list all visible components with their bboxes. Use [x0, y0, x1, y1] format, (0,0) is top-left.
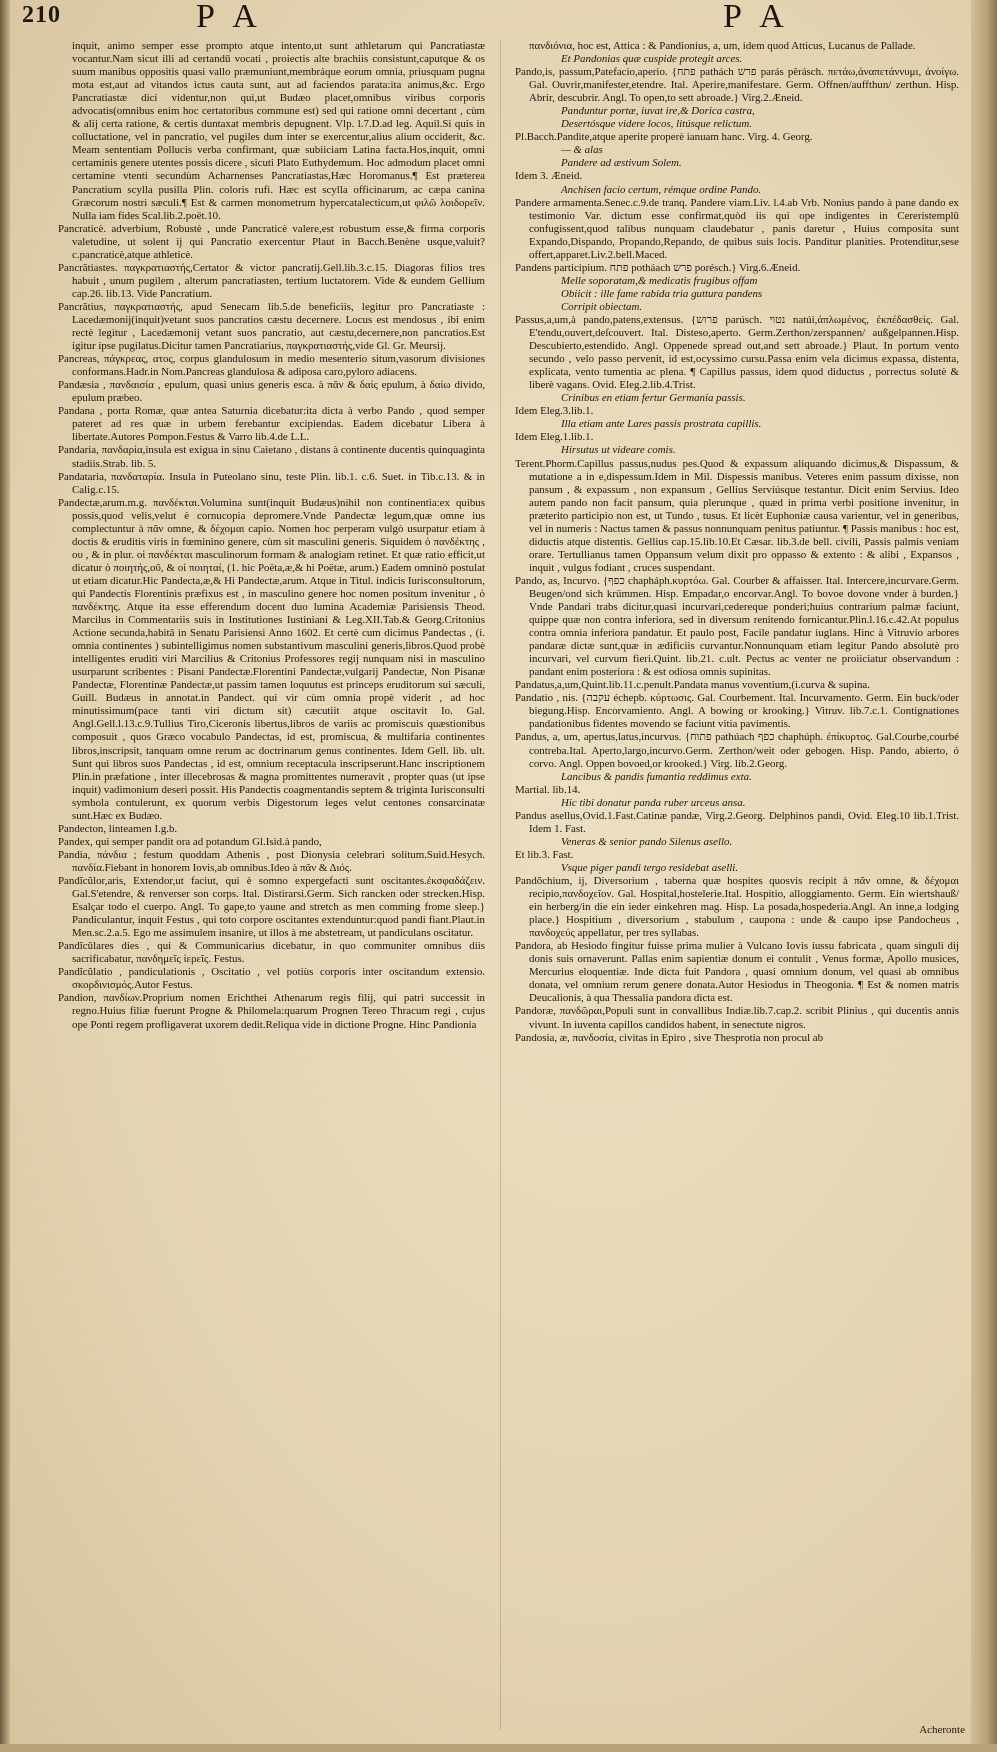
dictionary-entry: Pandens participium. פתח potháach פרש porésch.} Virg.6.Æneid.: [515, 261, 801, 274]
dictionary-entry: Pandæsia , πανδαισία , epulum, quasi unius generis esca. à πᾶν & δαὶς epulum, à δαίω divido, epulum præbeo.: [58, 379, 485, 405]
dictionary-entry: Pandosia, æ, πανδοσία, civitas in Epiro , sive Thesprotia non procul ab: [515, 1031, 824, 1044]
dictionary-entry: Et lib.3. Fast.: [515, 848, 574, 861]
verse-quote: Pandere ad æstivum Solem.: [561, 157, 682, 170]
dictionary-entry: Pancrătius, παγκρατιαστής, apud Senecam lib.5.de beneficiis, legitur pro Pancratiaste : Lacedæmonij(inquit)vetant suos pancratios cæstu decernere. Locus est mendosus , ibi enim rectè legitur , Lacedæmonij vetant suos pancratio, aut cæstu,decernere,non pancratios.Est igitur ipse pugilatus.Dicitur tamen Pancratiarius, παγκρατιαστής,vide Gl. Gr. Meursij.: [58, 300, 485, 353]
binding-edge: [0, 0, 10, 1752]
verse-quote: Illa etiam ante Lares passis prostrata capillis.: [561, 418, 762, 431]
dictionary-entry: Pandex, qui semper pandit ora ad potandum Gl.Isid.à pando,: [58, 835, 322, 848]
page-number: 210: [22, 2, 61, 28]
left-column: [58, 40, 485, 1730]
dictionary-entry: Terent.Phorm.Capillus passus,nudus pes.Quod & expassum aliquando dicimus,& Dispassum, & mutatione a in e,dispessum.Idem in Mil. Dispessis manibus. Veteres enim passum dixisse, non pansum , & expassum , non expansum , Gellius Serviúsque testantur. Dicit enim Servius. Ideo autem pando non facit pansum, quia plerunque , quæd in prima verbi positione invenitur, in præterito participio non est, ut Tundo , tusus. Et licèt Euphoniæ causa varientur, vel in generibus, vel in numeris : Nactus tamen & passus nonnunquam penitus patiuntur. ¶ Passis manibus : hoc est, diductis atque distentis. Gellius cap.15.lib.10.Et Cæsar. lib.3.de bell. civili, Passis palmis veniam orare. Tertullianus tamen Oppansum velum dixit pro oppasso & extento : & alibi , Expansos , inquit , vulgus fodiant , cruces suspendant.: [515, 457, 959, 574]
dictionary-entry: Pandĭcŭlares dies , qui & Communicarius dicebatur, in quo communiter omnibus diis sacrificabatur, πανδημεῖς ἱερεῖς. Festus.: [58, 940, 485, 966]
verse-quote: Hirsutus ut videare comis.: [561, 444, 676, 457]
dictionary-entry: Pandĭcŭlor,aris, Extendor,ut faciut, qui è somno expergefacti sunt oscitantes.ἐκσφαδάζειν. Gal.S'etendre, & renverser son corps. Ital. Distirarsi.Germ. Sich rancken oder strecken.Hisp. Esalçar todo el cuerpo. Angl. To gape,to yaune and stretch as men comming frome sleep.} Pandiculantur, inquit Festus , qui toto corpore oscitantes extenduntur:quod pandi fiant.Plaut.in Men.sc.2.a.5. Ego me assimulem insanire, ut illos à me abstetream, ut pandiculans oscitatur.: [58, 875, 485, 940]
dictionary-entry: Idem Eleg.1.lib.1.: [515, 431, 594, 444]
verse-quote: Et Pandonias quæ cuspide protegit arces.: [561, 53, 743, 66]
entry-continuation: inquit, animo semper esse prompto atque intento,ut sunt athletarum qui Pancratiastæ vocantur.Nam sicut illi ad certandū vocati , proiectis alte brachiis consistunt,caputque & os suum manibus oppositis quasi vallo præmuniunt,membráque eorum omnia, priusquam pugna mota est,aut ad vitandos ictus cauta sunt, aut ad faciendos parata:ita animus,&c. Ergo Pancratiastæ dici videntur,non qui,ut Budæo placet,omnibus viribus corporis advocatis(omnibus enim hoc certatoribus commune est) sed qui ratione omni decertant , cùm & alij certa ratione, & certis duntaxat membris depugnent. Vlp. l.7.D.ad leg. Aquil.Si quis in colluctatione, vel in pancratio, vel pugiles dum inter se exercentur,alius alium occiderit, &c. Meam sententiam Pollucis verba confirmant, quæ subiiciam Latina facta.Hos,inquit, omni certaminis genere utentes possis dicere , sicuti Plato Euthydemum. Hoc admodum placet omni certamine vtenti secundùm Acharnenses Pancratiastas,Hæc Horomanus.¶ Est præterea Pancratium scylla pusilla Plin. coloris rufi. Hæc est scylla officinarum, ac cæpa canina Græcorum nostri sæculi.¶ Est & carmen monometrum hypercatalecticum,ut φιλῶ λοιδορεῖν. Nulla iam fides Scal.lib.2.poët.10.: [72, 40, 485, 222]
dictionary-entry: Pandoræ, πανδῶραι,Populi sunt in convallibus Indiæ.lib.7.cap.2. scribit Plinius , qui ducentis annis vivunt. In iuventa capillos candidos habent, in senectute nigros.: [515, 1005, 959, 1031]
dictionary-entry: Pancrătiastes. παγκρατιαστής,Certator & victor pancratij.Gell.lib.3.c.15. Diagoras filios tres habuit , unum pugilem , alterum pancratiasten, tertium luctatorem. Vide & eundem Gellium cap.26. lib.13. Vide Pancratium.: [58, 261, 485, 300]
verse-quote: Melle soporatam,& medicatis frugibus offam: [561, 274, 758, 287]
dictionary-entry: Pancreas, πάγκρεας, ατος, corpus glandulosum in medio mesenterio situm,vasorum divisiones conformans.Hadr.in Nom.Pancreas glandulosa & adiposa caro,pyloro adiacens.: [58, 353, 485, 379]
dictionary-entry: Pandere armamenta.Senec.c.9.de tranq. Pandere viam.Liv. l.4.ab Vrb. Nonius pando à pane dando ex testimonio Var. dictum esse confirmat,quòd iis qui ope indigentes in Cereristemplū confugissent,quod talibus nunquam claudebatur , panis daretur , Huius composita sunt Expando,Dispando, Propando,Repando, de quibus suis locis. Panditur planities. Protenditur,sese offert,apparet.Liv.2.bell.Maced.: [515, 196, 959, 261]
page-edge-shadow: [971, 0, 997, 1752]
dictionary-entry: Pandataria, πανδαταρία. Insula in Puteolano sinu, teste Plin. lib.1. c.6. Suet. in Tib.c.13. & in Calig.c.15.: [58, 470, 485, 496]
dictionary-entry: Pl.Bacch.Pandite,atque aperite properè ianuam hanc. Virg. 4. Georg.: [515, 131, 813, 144]
dictionary-entry: Pandora, ab Hesiodo fingitur fuisse prima mulier à Vulcano Iovis iussu fabricata , quam singuli dij donis suis ornaverunt. Pallas enim sapientiæ donum ei contulit , Venus formæ, Apollo musices, Mercurius eloquentiæ. Inde dicta fuit Pandora , quasi omnium donum, vel quasi ab omnibus donata, vel omnium rerum genere donata.Autor Hesiodus in Theogonia. ¶ Est & nomen matris Deucalionis, à qua Thessalia pandora dicta est.: [515, 940, 959, 1005]
verse-quote: Panduntur portæ, iuvat ire,& Dorica castra,: [561, 105, 755, 118]
verse-quote: Desertósque videre locos, litúsque relictum.: [561, 118, 752, 131]
dictionary-entry: Idem Eleg.3.lib.1.: [515, 405, 594, 418]
dictionary-entry: Pandecton, linteamen I.g.b.: [58, 822, 178, 835]
verse-quote: — & alas: [561, 144, 603, 157]
verse-quote: Corripit obiectam.: [561, 300, 643, 313]
dictionary-entry: Pandana , porta Romæ, quæ antea Saturnia dicebatur:ita dicta à verbo Pando , quod semper pateret ad res quæ in urbem ferebantur excipiendas. Eadem dicebatur Libera à libertate.Autores Pompon.Festus & Varro lib.4.de L.L.: [58, 405, 485, 444]
dictionary-entry: Pando, as, Incurvo. {כפף chapháph.κυρτόω. Gal. Courber & affaisser. Ital. Intercere,incurvare.Germ. Beugen/ond sich krümmen. Hisp. Empadar,o encorvar.Angl. To bovoe dovone vnder à burden.} Vnde Pandari trabs dicitur,quasi incurvari,cedereque ponderi;huius contrarium palmæ faciunt, quippe quæ non contra inferiora, sed in diversum renitendo fornicantur.Plin.l.16.c.42.At populus contra omnia inferiora pandatur. Et paulo post, Facile pandatur iuglans. Hinc à Vitruvio arbores pandaræ dictæ sunt,quæ in ædificiis curvantur.Nonnunquam etiam legitur Pando absolutè pro incurvari, vel curvum fieri.Quint. lib.21. c.ult. Pectus ac venter ne proiiciatur observandum : pandant enim posteriora : & est odiosa omnis supinitas.: [515, 574, 959, 679]
dictionary-entry: Pandus, a, um, apertus,latus,incurvus. {פתוח pathúach כפף chaphúph. ἐπίκυρτος. Gal.Courbe,courbé contreba.Ital. Aperto,largo,incurvo.Germ. Zerthon/weit oder gebogen. Hisp. Pando, abierto, ó corvo. Angl. Oppen bovoed,or krooked.} Virg. lib.2.Georg.: [515, 731, 959, 770]
catchword: Acheronte: [919, 1724, 965, 1736]
dictionary-entry: Pandus asellus,Ovid.1.Fast.Catinæ pandæ, Virg.2.Georg. Delphinos pandi, Ovid. Eleg.10 lib.1.Trist. Idem 1. Fast.: [515, 809, 959, 835]
column-divider: [500, 40, 501, 1730]
verse-quote: Lancibus & pandis fumantia reddimus exta.: [561, 770, 752, 783]
dictionary-entry: Pandectæ,arum.m.g. πανδέκται.Volumina sunt(inquit Budæus)nihil non continentia:ex quibus possis,quod velis,velut è cornucopia depromere.Vnde Pandectæ legum,quæ omne ius complectuntur à πᾶν omne, & δέχομαι capio. Nomen hoc perperam vulgò usurpatur etiam à doctis & eruditis viris in fœminino genere, cùm sit masculini generis. Siquidem ὁ πανδέκτης , ου , & in plur. οἱ πανδέκται masculinorum formam & analogiam retinet. Et quæ ratio efficit,ut dicatur ὁ ποιητής,οῦ, & οἱ ποιηταί, (1. hic Poëta,æ,& hi Poëtæ, arum.) Eadem omninò postulat ut etiam dicatur.Hic Pandecta,æ,& Hi Pandectæ,arum. Atque in Titul. indicis Iurisconsultorum, qui Pandectis Florentinis præfixus est , in masculino genere hoc nomen positum invenitur , ὁ πανδέκτης. Atque ita esse efferendum docent duo lumina Academiæ Parisiensis Theod. Marcilus in Commentariis suis in Institutiones Iustiniani & Leg.XII.Tab.& Georg.Critonius Actione secunda,habitâ in Senatu Parisiensi Anno 1602. Et certè cum dicimus Pandectas , (i. omnia continentes ) subintelligimus nomen substantivum masculini generis,libros.Quod probè intelligentes eruditi viri Marcilius & Critonius Professores regij nunquam nisi in masculino usurparunt scribentes : Pisani Pandectæ.Florentini Pandectæ,vulgarij Pandectæ, Non Pisanæ Pandectæ, Florentinæ Pandectæ,ut passim tamen loquutus est princeps eruditorum sui sæculi, Guill. Budæus in annotat.in Pandect. qui vir cùm omnia propè viderit , ad hoc minutissimum(pace tanti viri dictum sit) cæcutiit atque oscitavit Io. Gal. Angl.Gell.l.13.c.9.Tullius Tiro,Ciceronis libertus,libros de variis ac promiscuis quæstionibus composuit , quos Græco vocabulo Pandectas, id est, promiscua, & multifaria continentes libros,inscripsit, tanquam omne rerum ac doctrinarum genus continentes. Idem Gell. lib. ult. Sunt qui libros suos Pandectas , id est, omnium receptacula inscripserunt.Hanc inscriptionem Plin.in præfatione , inter illecebrosas & magna promittentes numeravit , propter quas (ut ipse inquit) vadimonium deseri possit. His Pandectis coagmentandis septem & triginta Iurisconsulti symbola contulerunt, ex quorum verbis Digestorum leges velut centones consarcinatæ sunt.Hæc ex Budæo.: [58, 496, 485, 822]
entry-continuation: πανδιόνια, hoc est, Attica : & Pandionius, a, um, idem quod Atticus, Lucanus de Pallade.: [529, 40, 916, 52]
verse-quote: Anchisen facio certum, rémque ordine Pando.: [561, 183, 762, 196]
right-column: [515, 40, 959, 1740]
verse-quote: Veneras & senior pando Silenus asello.: [561, 835, 733, 848]
dictionary-entry: Pandaria, πανδαρία,insula est exigua in sinu Caietano , distans à continente ducentis quinquaginta stadiis.Strab. lib. 5.: [58, 444, 485, 470]
page-bottom-edge: [0, 1744, 997, 1752]
verse-quote: Vsque piger pandi tergo residebat aselli.: [561, 861, 739, 874]
dictionary-entry: Pandia, πάνδια ; festum quoddam Athenis , post Dionysia celebrari solitum.Suid.Hesych. πανδία.Fiebant in honorem Iovis,ab omnibus.Ideo à πᾶν & Διός.: [58, 848, 485, 874]
dictionary-entry: Pandĭcŭlatio , pandiculationis , Oscitatio , vel potiùs corporis inter oscitandum extensio. σκορδινισμός.Autor Festus.: [58, 966, 485, 992]
running-head-left: P A: [196, 0, 263, 35]
dictionary-entry: Idem 3. Æneid.: [515, 170, 583, 183]
dictionary-entry: Pando,is, passum,Patefacio,aperio. {פתח pathách פרש parás pêrásch. πετάω,ἀναπετάννυμι, ἀνοίγω. Gal. Ouvrir,manifester,etendre. Ital. Aperire,manifestare. Germ. Offnen/auffthun/ zerthun. Hisp. Abrir, descubrir. Angl. To open,to sett abroade.} Virg.2.Æneid.: [515, 66, 959, 105]
dictionary-entry: Pandatus,a,um,Quint.lib.11.c.penult.Pandata manus voventium,(i.curva & supina.: [515, 679, 870, 692]
dictionary-entry: Pandŏchium, ij, Diversorium , taberna quæ hospites quosvis recipit à πᾶν omne, & δέχομαι recipio,πανδοχεῖον. Gal. Hospital,hostelerie.Ital. Hospitio, alloggiamento. Germ. Ein wiertshauß/ ein herberg/in die ein ieder einkehren mag. Hisp. La posada,hospederia.Angl. An inne,a lodging place.} Hospitium , diversorium , stabulum , caupona : unde & caupo ipse Pandocheus , πανδοχεύς appellatur, per tres syllabas.: [515, 875, 959, 940]
dictionary-entry: Pandatio , nis. {עקבה échepb. κύρτωσις. Gal. Courbement. Ital. Incurvamento. Germ. Ein buck/oder biegung.Hisp. Encorvamiento. Angl. A bowing or krooking.} Vitruv. lib.7.c.1. Contignationes pandationibus fidentes movendo se faciunt vitia pavimentis.: [515, 692, 959, 731]
running-head-right: P A: [723, 0, 790, 35]
dictionary-entry: Pandion, πανδίων.Proprium nomen Erichthei Athenarum regis filij, qui patri successit in regno.Huius filiæ fuerunt Progne & Philomela:quarum Prognen Tereo Thracum regi , cujus ope Ponti regem profligaverat uxorem dedit.Reliqua vide in dictione Progne. Hinc Pandionia: [58, 992, 485, 1031]
verse-quote: Obiicit : ille fame rabida tria guttura pandens: [561, 287, 763, 300]
dictionary-entry: Passus,a,um,à pando,patens,extensus. {פרוש parúsch. נטוי natúi,ἀπλωμένος, ἐκπέδασθεὶς. Gal. E'tendu,ouvert,deſcouvert. Ital. Disteso,aperto. Germ.Zerthon/zerspannen/ außgelpannen.Hisp. Descubierto,estendido. Angl. Oppenede spread out,and sett abroade.} Plaut. In portum vento secundo , velo passo pervenit, id est,ocyssimo cursu.Passa enim vela dicimus expassa, distenta, explicata, vento tumentia ac plena. ¶ Capillus passus, idem quod diductus , porrectus solutè & liberè vagans. Ovid. Eleg.2.lib.4.Trist.: [515, 313, 959, 392]
verse-quote: Hic tibi donatur panda ruber urceus ansa.: [561, 796, 746, 809]
verse-quote: Crinibus en etiam fertur Germania passis.: [561, 392, 746, 405]
dictionary-entry: Pancraticè. adverbium, Robustè , unde Pancraticè valere,est robustum esse,& firma corporis valetudine, ut solent ij qui Pancratio exercentur Plaut in Bacch.Benène usque,valuit?c.pancraticè,atque athleticè.: [58, 222, 485, 261]
dictionary-entry: Martial. lib.14.: [515, 783, 581, 796]
running-header: [20, 2, 965, 42]
